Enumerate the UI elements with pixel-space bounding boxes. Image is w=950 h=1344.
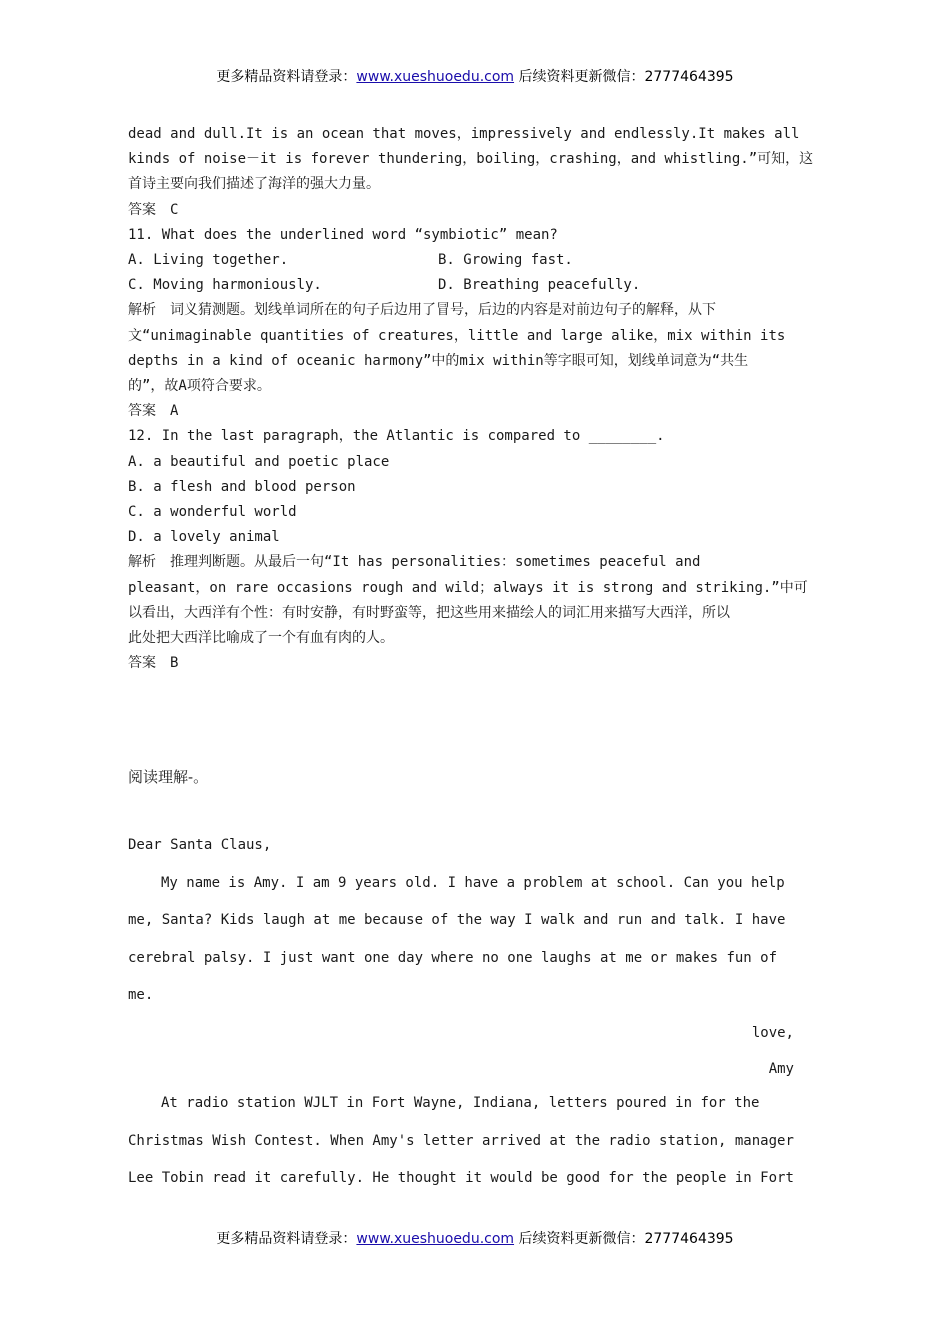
q11-option-b: B. Growing fast. — [438, 252, 573, 269]
letter-body-line: My name is Amy. I am 9 years old. I have a problem at school. Can you help — [161, 874, 785, 891]
q11-explanation-line: 的”，故A项符合要求。 — [128, 378, 271, 395]
banner-prefix: 更多精品资料请登录： — [216, 69, 357, 85]
q12-option-b: B. a flesh and blood person — [128, 478, 356, 495]
q12-question: 12. In the last paragraph，the Atlantic is compared to ________. — [128, 428, 665, 445]
q11-options-row — [128, 273, 818, 298]
banner-link[interactable]: www.xueshuoedu.com — [356, 1231, 515, 1247]
banner-link[interactable]: www.xueshuoedu.com — [356, 69, 515, 85]
q11-options-row — [128, 248, 818, 273]
q12-explanation-line: pleasant，on rare occasions rough and wild；always it is strong and striking.”中可 — [128, 579, 808, 596]
letter-body-line: cerebral palsy. I just want one day where no one laughs at me or makes fun of me. — [128, 949, 778, 1003]
letter-body-line: me, Santa? Kids laugh at me because of the way I walk and run and talk. I have — [128, 912, 786, 928]
story-line: Lee Tobin read it carefully. He thought it would be good for the people in Fort — [128, 1170, 794, 1186]
footer-banner — [0, 1228, 950, 1248]
q12-explanation-line: 以看出，大西洋有个性：有时安静，有时野蛮等，把这些用来描绘人的词汇用来描写大西洋，所以 — [128, 604, 730, 621]
q12-option-d: D. a lovely animal — [128, 529, 280, 546]
banner-suffix: 后续资料更新微信：2777464395 — [514, 69, 734, 85]
letter-signature: Amy — [768, 1061, 794, 1077]
q12-option-c: C. a wonderful world — [128, 504, 297, 521]
q12-option-a: A. a beautiful and poetic place — [128, 453, 390, 470]
section-title: 阅读理解-。 — [128, 768, 209, 786]
letter-closing: love, — [751, 1024, 794, 1041]
letter-salutation: Dear Santa Claus, — [128, 837, 272, 853]
story-paragraph — [128, 1085, 808, 1198]
qa-section — [128, 122, 818, 676]
q11-option-d: D. Breathing peacefully. — [438, 277, 641, 294]
q12-explanation-line: 解析 推理判断题。从最后一句“It has personalities：sometimes peaceful and — [128, 554, 701, 571]
banner-prefix: 更多精品资料请登录： — [216, 1231, 357, 1247]
q11-explanation-line: depths in a kind of oceanic harmony”中的mix within等字眼可知，划线单词意为“共生 — [128, 352, 749, 369]
q11-question: 11. What does the underlined word “symbiotic” mean? — [128, 226, 558, 243]
header-banner — [0, 66, 950, 86]
letter-signature-block — [128, 1051, 808, 1089]
q10-explanation-line: 首诗主要向我们描述了海洋的强大力量。 — [128, 176, 380, 193]
story-line: At radio station WJLT in Fort Wayne, Indiana, letters poured in for the — [161, 1095, 760, 1111]
q11-answer: 答案 A — [128, 403, 179, 420]
banner-suffix: 后续资料更新微信：2777464395 — [514, 1231, 734, 1247]
letter — [128, 827, 808, 1052]
q12-answer: 答案 B — [128, 655, 179, 672]
q11-option-c: C. Moving harmoniously. — [128, 277, 322, 294]
q10-explanation-line: dead and dull.It is an ocean that moves，impressively and endlessly.It makes all — [128, 126, 800, 142]
q11-explanation-line: 文“unimaginable quantities of creatures，little and large alike，mix within its — [128, 327, 786, 344]
story-line: Christmas Wish Contest. When Amy's letter arrived at the radio station, manager — [128, 1132, 794, 1149]
q10-explanation-line: kinds of noise－it is forever thundering，boiling，crashing，and whistling.”可知，这 — [128, 151, 814, 168]
q11-explanation-line: 解析 词义猜测题。划线单词所在的句子后边用了冒号，后边的内容是对前边句子的解释，从下 — [128, 302, 716, 319]
q12-explanation-line: 此处把大西洋比喻成了一个有血有肉的人。 — [128, 630, 394, 647]
q10-answer: 答案 C — [128, 201, 179, 218]
q11-option-a: A. Living together. — [128, 252, 289, 269]
